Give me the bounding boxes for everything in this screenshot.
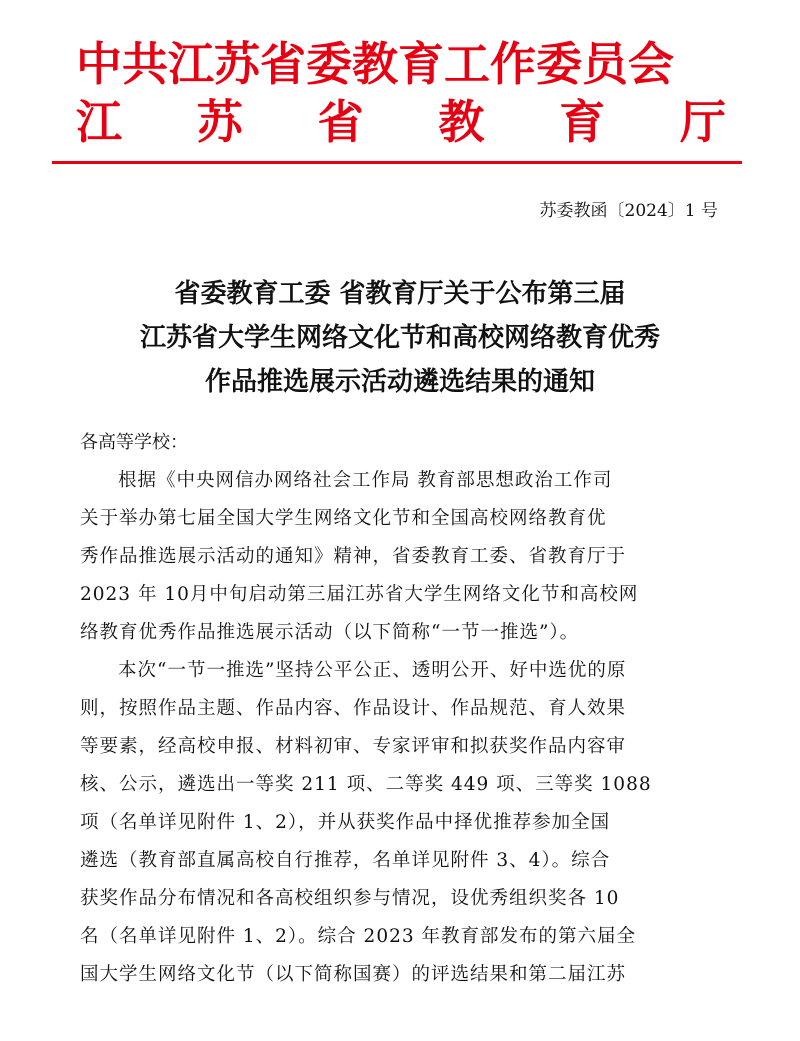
org-char: 厅 <box>679 95 726 149</box>
body-line: 名（名单详见附件 1、2）。综合 2023 年教育部发布的第六届全 <box>80 926 637 947</box>
body-line: 项（名单详见附件 1、2），并从获奖作品中择优推荐参加全国 <box>80 812 611 833</box>
document-number: 苏委教函〔2024〕1 号 <box>539 201 718 221</box>
body-line: 络教育优秀作品推选展示活动（以下简称“一节一推选”）。 <box>80 622 580 643</box>
org-char: 省 <box>317 95 364 149</box>
body-line: 获奖作品分布情况和各高校组织参与情况，设优秀组织奖各 10 <box>80 888 620 909</box>
document-title-line-3: 作品推选展示活动遴选结果的通知 <box>204 367 595 397</box>
org-char: 育 <box>559 95 606 149</box>
body-line: 本次“一节一推选”坚持公平公正、透明公开、好中选优的原 <box>118 660 627 681</box>
document-title-line-2: 江苏省大学生网络文化节和高校网络教育优秀 <box>139 323 660 353</box>
red-header-rule <box>52 161 742 164</box>
body-line: 根据《中央网信办网络社会工作局 教育部思想政治工作司 <box>118 470 613 491</box>
body-line: 则，按照作品主题、作品内容、作品设计、作品规范、育人效果 <box>80 698 627 719</box>
body-line: 秀作品推选展示活动的通知》精神，省委教育工委、省教育厅于 <box>80 546 627 567</box>
org-char: 江 <box>76 95 122 149</box>
body-line: 核、公示，遴选出一等奖 211 项、二等奖 449 项、三等奖 1088 <box>80 774 652 795</box>
salutation: 各高等学校： <box>80 432 188 453</box>
body-line: 国大学生网络文化节（以下简称国赛）的评选结果和第二届江苏 <box>80 964 627 985</box>
issuing-org-line-1: 中共江苏省委教育工作委员会 <box>76 37 674 91</box>
issuing-org-line-2 <box>76 92 726 152</box>
body-line: 等要素，经高校申报、材料初审、专家评审和拟获奖作品内容审 <box>80 736 627 757</box>
document-title-line-1: 省委教育工委 省教育厅关于公布第三届 <box>174 279 626 309</box>
org-char: 苏 <box>196 95 243 149</box>
body-line: 2023 年 10月中旬启动第三届江苏省大学生网络文化节和高校网 <box>80 584 639 605</box>
body-line: 关于举办第七届全国大学生网络文化节和全国高校网络教育优 <box>80 508 607 529</box>
body-line: 遴选（教育部直属高校自行推荐，名单详见附件 3、4）。综合 <box>80 850 611 871</box>
org-char: 教 <box>438 95 485 149</box>
